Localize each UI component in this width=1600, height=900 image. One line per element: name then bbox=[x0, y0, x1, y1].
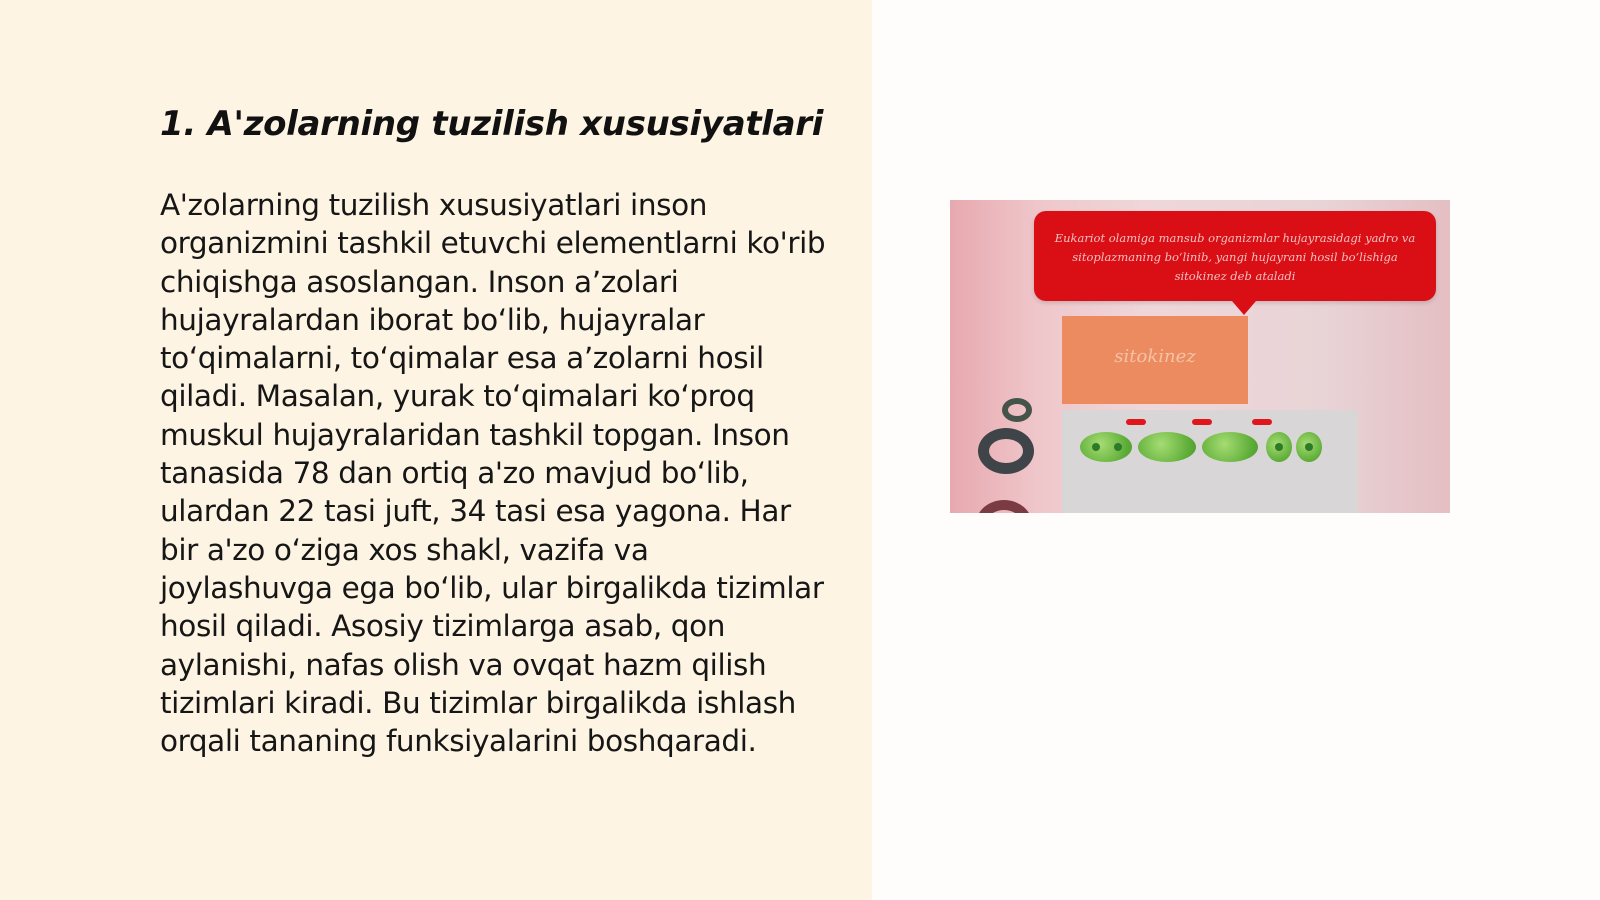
cell-nucleus bbox=[1114, 443, 1122, 451]
partial-ring-icon bbox=[976, 500, 1032, 513]
chromosome-mark bbox=[1192, 419, 1212, 425]
cell-nucleus bbox=[1305, 443, 1313, 451]
term-box bbox=[1062, 316, 1248, 404]
slide-title: 1. A'zolarning tuzilish xususiyatlari bbox=[160, 104, 824, 144]
chromosome-mark bbox=[1252, 419, 1272, 425]
slide-body-text: A'zolarning tuzilish xususiyatlari inson organizmini tashkil etuvchi elementlarni ko'rib chiqishga asoslangan. Inson a’zolari hujayralardan iborat bo‘lib, hujayralar to‘qimalarni, to‘qimalar esa a’zolarni hosil qiladi. Masalan, yurak to‘qimalari ko‘proq muskul hujayralaridan tashkil topgan. Inson tanasida 78 dan ortiq a'zo mavjud bo‘lib, ulardan 22 tasi juft, 34 tasi esa yagona. Har bir a'zo o‘ziga xos shakl, vazifa va joylashuvga ega bo‘lib, ular birgalikda tizimlar hosil qiladi. Asosiy tizimlarga asab, qon aylanishi, nafas olish va ovqat hazm qilish tizimlari kiradi. Bu tizimlar birgalikda ishlash orqali tananing funksiyalarini boshqaradi. bbox=[160, 188, 826, 759]
bubble-tail bbox=[1232, 301, 1256, 315]
chromosome-mark bbox=[1126, 419, 1146, 425]
dividing-cell bbox=[1202, 432, 1258, 462]
cytokinesis-illustration bbox=[950, 200, 1450, 513]
small-ring-icon bbox=[1002, 398, 1032, 422]
dividing-cell bbox=[1138, 432, 1196, 462]
term-box-label: sitokinez bbox=[1114, 346, 1196, 367]
dividing-cell bbox=[1080, 432, 1132, 462]
cell-nucleus bbox=[1092, 443, 1100, 451]
cell-nucleus bbox=[1275, 443, 1283, 451]
definition-bubble-text: Eukariot olamiga mansub organizmlar hujayrasidagi yadro va sitoplazmaning bo‘linib, yangi hujayrani hosil bo‘lishiga sitokinez deb ataladi bbox=[1054, 231, 1416, 283]
large-ring-icon bbox=[978, 428, 1034, 474]
definition-bubble bbox=[1034, 211, 1436, 301]
